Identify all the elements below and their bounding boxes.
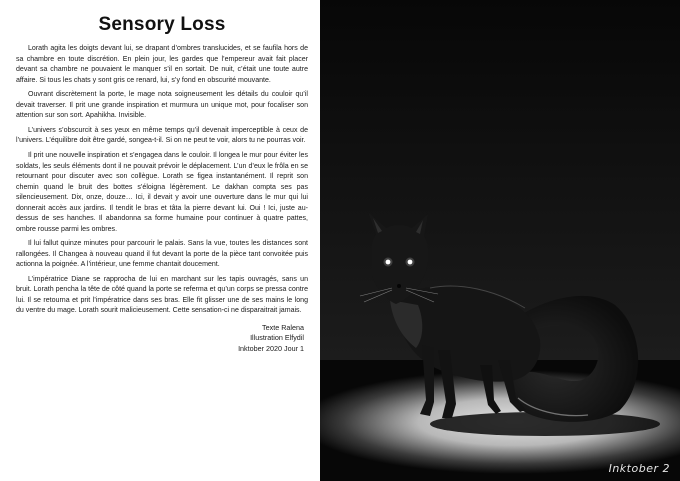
credit-illustrator: Illustration Elfydil [250, 333, 304, 343]
artist-signature: Inktober 2 [608, 462, 670, 475]
fox-eye-glow [406, 258, 415, 267]
credit-event: Inktober 2020 Jour 1 [238, 343, 304, 353]
story-text [16, 44, 308, 321]
page-title: Sensory Loss [98, 14, 226, 35]
text-panel [0, 0, 320, 481]
story-paragraph: Il lui fallut quinze minutes pour parcourir le palais. Sans la vue, toutes les distances sont rallongées. Il Changea à nouveau quand il fut devant la porte de la pièce tant convoitée puis actionna la poignée. A l’intérieur, une femme chantait doucement. [16, 240, 308, 269]
fox-eye-glow [384, 258, 393, 267]
story-paragraph: Lorath agita les doigts devant lui, se drapant d’ombres translucides, et se faufila hors de sa chambre en toute discrétion. En plein jour, les gardes que l’empereur avait fait placer devant sa chambre ne pouvaient le manquer s’il en sortait. De nuit, c’était une toute autre affaire. Si tous les chats y sont gris ce renard, lui, s’y fond en obscurité mouvante. [16, 45, 308, 84]
story-paragraph: Ouvrant discrètement la porte, le mage nota soigneusement les détails du couloir qu’il devait traverser. Il prit une grande inspiration et murmura un unique mot, pour focaliser son attention sur son sort. Apahikha. Invisible. [16, 91, 308, 120]
credit-text-author: Texte Ralena [262, 323, 304, 333]
story-paragraph: Il prit une nouvelle inspiration et s’engagea dans le couloir. Il longea le mur pour éviter les soldats, les seuls éléments dont il ne pouvait prévoir le déplacement. L’un d’eux le frôla en se retournant pour discuter avec son collègue. Lorath se figea instantanément. Il reprit son chemin quand le bruit des bottes s’éloigna légèrement. Le dakhan compta ses pas silencieusement. Dix, onze, douze… Ici, il devait y avoir une ouverture dans le mur qui lui donnerait accès aux jardins. Il tendit le bras et tâta la pierre devant lui. Oui ! Ici, juste au-dessus de ses hanches. Il abandonna sa forme humaine pour continuer à quatre pattes, ombre rousse parmi les ombres. [16, 152, 308, 233]
fox-drawing [320, 0, 680, 481]
fox-illustration [320, 0, 680, 481]
story-paragraph: L’univers s’obscurcit à ses yeux en même temps qu’il devenait imperceptible à ceux de l’univers. L’équilibre doit être gardé, songea-t-il. Si on ne peut te voir, alors tu ne pourras voir. [16, 126, 308, 145]
fox-nose [397, 284, 401, 288]
story-paragraph: L’impératrice Diane se rapprocha de lui en marchant sur les tapis ouvragés, sans un bruit. Lorath pencha la tête de côté quand la porte se referma et qu’un corps se pressa contre lui. Il se retourna et prit l’impératrice dans ses bras. Elle fit glisser une de ses mains le long du ventre du mage. Lorath sourit malicieusement. Cette sensation-ci ne disparaitrait jamais. [16, 275, 308, 315]
credits [16, 323, 308, 354]
